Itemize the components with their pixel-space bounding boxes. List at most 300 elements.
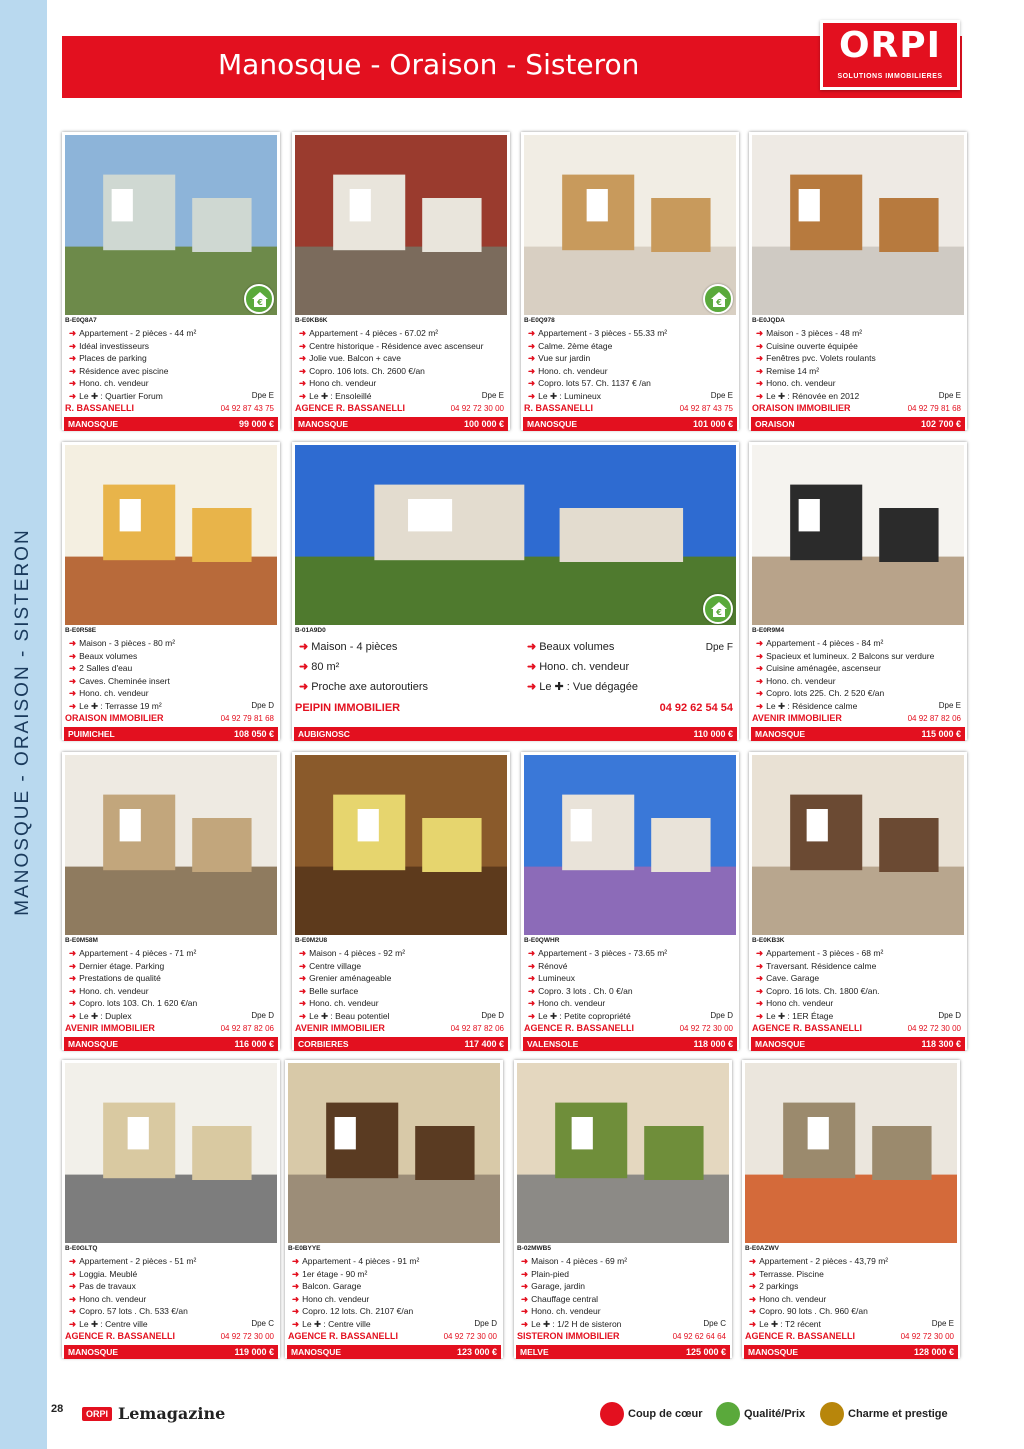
price-bar <box>751 727 965 741</box>
price-value: 108 050 € <box>233 729 274 739</box>
city-name: MANOSQUE <box>68 1347 119 1357</box>
agency-name: SISTERON IMMOBILIER <box>517 1331 620 1341</box>
feature-text: Hono. ch. vendeur <box>79 985 149 996</box>
arrow-icon: ➜ <box>521 1293 529 1304</box>
feature-line <box>756 676 836 687</box>
arrow-icon: ➜ <box>69 1281 77 1291</box>
agency-phone: 04 92 72 30 00 <box>450 404 504 413</box>
feature-text: Cuisine aménagée, ascenseur <box>766 663 881 673</box>
feature-line <box>749 1294 826 1305</box>
feature-line <box>528 366 608 377</box>
arrow-icon: ➜ <box>69 688 77 698</box>
feature-line <box>299 973 391 984</box>
property-photo <box>65 1063 277 1243</box>
feature-text: Maison - 4 pièces - 69 m² <box>531 1256 628 1266</box>
listing-ref: B-E0Q978 <box>524 317 555 324</box>
arrow-icon: ➜ <box>528 378 536 388</box>
agency-name: AVENIR IMMOBILIER <box>65 1023 155 1033</box>
feature-line <box>299 328 438 339</box>
feature-text: Maison - 4 pièces <box>311 641 398 653</box>
listing-card <box>514 1060 732 1358</box>
arrow-icon: ➜ <box>528 390 536 401</box>
feature-text: Pas de travaux <box>79 1281 136 1291</box>
feature-line <box>749 1256 888 1267</box>
feature-text: Hono. ch. vendeur <box>766 675 836 686</box>
feature-line <box>69 1319 148 1330</box>
feature-text: Appartement - 4 pièces - 67.02 m² <box>309 328 439 338</box>
listing-ref: B-E0R9M4 <box>752 627 785 634</box>
city-name: AUBIGNOSC <box>298 729 350 739</box>
arrow-icon: ➜ <box>749 1293 757 1304</box>
feature-line <box>528 1011 631 1022</box>
arrow-icon: ➜ <box>299 681 309 693</box>
agency-phone: 04 92 87 43 75 <box>679 404 733 413</box>
feature-line <box>69 676 170 687</box>
side-label: MANOSQUE - ORAISON - SISTERON <box>12 528 33 916</box>
arrow-icon: ➜ <box>299 985 307 996</box>
price-bar <box>294 1037 508 1051</box>
listing-card <box>521 752 739 1050</box>
listing-ref: B-E0M2U8 <box>295 937 328 944</box>
city-name: MANOSQUE <box>68 1039 119 1049</box>
property-photo <box>65 135 277 315</box>
feature-text: Traversant. Résidence calme <box>766 960 877 971</box>
agency-phone: 04 92 79 81 68 <box>907 404 961 413</box>
feature-line <box>69 353 147 364</box>
arrow-icon: ➜ <box>299 353 307 363</box>
feature-line <box>756 328 862 339</box>
feature-line <box>521 1306 601 1317</box>
arrow-icon: ➜ <box>69 985 77 996</box>
arrow-icon: ➜ <box>756 638 764 648</box>
agency-phone: 04 92 72 30 00 <box>679 1024 733 1033</box>
city-name: VALENSOLE <box>527 1039 579 1049</box>
dpe-rating: Dpe E <box>931 1319 954 1328</box>
price-value: 115 000 € <box>921 729 961 739</box>
feature-text: Le ✚ : Centre ville <box>302 1318 371 1329</box>
agency-phone: 04 92 87 43 75 <box>220 404 274 413</box>
feature-text: Hono. ch. vendeur <box>538 365 608 376</box>
arrow-icon: ➜ <box>528 1010 536 1021</box>
property-photo <box>65 445 277 625</box>
agency-name: ORAISON IMMOBILIER <box>752 403 851 413</box>
listing-ref: B-E0QWHR <box>524 937 560 944</box>
arrow-icon: ➜ <box>69 948 77 958</box>
feature-text: Chauffage central <box>531 1293 599 1304</box>
feature-line <box>69 341 149 352</box>
feature-text: Maison - 4 pièces - 92 m² <box>309 948 406 958</box>
feature-line <box>756 651 934 662</box>
arrow-icon: ➜ <box>756 378 764 388</box>
property-photo <box>517 1063 729 1243</box>
dpe-rating: Dpe D <box>474 1319 497 1328</box>
feature-line <box>528 948 667 959</box>
arrow-icon: ➜ <box>756 650 764 661</box>
feature-text: Hono. ch. vendeur <box>79 688 149 698</box>
feature-text: Le ✚ : Quartier Forum <box>79 390 163 401</box>
dpe-rating: Dpe D <box>251 1011 274 1020</box>
feature-text: Hono. ch. vendeur <box>539 661 630 673</box>
agency-name: AVENIR IMMOBILIER <box>295 1023 385 1033</box>
feature-text: Beaux volumes <box>539 641 615 653</box>
arrow-icon: ➜ <box>292 1306 300 1316</box>
feature-text: 1er étage - 90 m² <box>302 1268 368 1279</box>
heart-house-icon <box>600 1402 624 1426</box>
property-photo <box>288 1063 500 1243</box>
agency-phone: 04 92 72 30 00 <box>220 1332 274 1341</box>
qualite-prix-badge <box>244 284 274 314</box>
logo-word: ORPI <box>838 25 942 66</box>
feature-text: Hono ch. vendeur <box>302 1293 370 1304</box>
property-photo <box>752 755 964 935</box>
price-bar <box>294 727 737 741</box>
agency-phone: 04 92 72 30 00 <box>900 1332 954 1341</box>
agency-phone: 04 92 72 30 00 <box>443 1332 497 1341</box>
listing-ref: B-E0Q8A7 <box>65 317 97 324</box>
feature-line <box>756 973 819 984</box>
dpe-rating: Dpe E <box>938 391 961 400</box>
feature-text: Hono. ch. vendeur <box>309 998 379 1008</box>
legend-label: Charme et prestige <box>848 1408 948 1420</box>
feature-text: Proche axe autoroutiers <box>311 681 429 693</box>
feature-line <box>299 353 401 364</box>
feature-text: Appartement - 2 pièces - 51 m² <box>79 1256 197 1266</box>
feature-text: Terrasse. Piscine <box>759 1268 824 1279</box>
arrow-icon: ➜ <box>528 985 536 996</box>
feature-line <box>69 1256 196 1267</box>
crown-house-icon <box>820 1402 844 1426</box>
arrow-icon: ➜ <box>299 1010 307 1021</box>
arrow-icon: ➜ <box>69 638 77 648</box>
feature-line <box>69 663 132 674</box>
legend-charme-prestige <box>820 1402 960 1428</box>
feature-text: Hono ch. vendeur <box>309 378 377 388</box>
feature-text: Copro. 16 lots. Ch. 1800 €/an. <box>766 985 880 996</box>
arrow-icon: ➜ <box>528 340 536 351</box>
arrow-icon: ➜ <box>756 675 764 686</box>
city-name: MANOSQUE <box>755 1039 806 1049</box>
feature-text: Lumineux <box>538 973 575 983</box>
property-photo <box>65 755 277 935</box>
feature-text: Fenêtres pvc. Volets roulants <box>766 353 876 363</box>
arrow-icon: ➜ <box>521 1306 529 1316</box>
feature-line <box>749 1281 798 1292</box>
feature-text: Hono ch. vendeur <box>538 998 606 1008</box>
feature-line <box>69 948 196 959</box>
feature-text: Rénové <box>538 960 568 971</box>
feature-line <box>756 353 876 364</box>
arrow-icon: ➜ <box>521 1256 529 1266</box>
feature-line <box>749 1306 868 1317</box>
arrow-icon: ➜ <box>756 365 764 376</box>
arrow-icon: ➜ <box>527 641 537 653</box>
feature-text: Le ✚ : Rénovée en 2012 <box>766 390 860 401</box>
page-number: 28 <box>51 1403 64 1415</box>
feature-line <box>528 328 667 339</box>
feature-line <box>69 1011 132 1022</box>
arrow-icon: ➜ <box>299 328 307 338</box>
feature-line <box>69 998 197 1009</box>
listing-card <box>292 132 510 430</box>
feature-line <box>299 680 428 693</box>
arrow-icon: ➜ <box>528 973 536 983</box>
city-name: MANOSQUE <box>748 1347 799 1357</box>
feature-line <box>292 1281 361 1292</box>
qualite-prix-badge <box>703 594 733 624</box>
feature-text: 2 Salles d'eau <box>79 663 133 673</box>
feature-line <box>756 391 859 402</box>
price-value: 118 000 € <box>693 1039 733 1049</box>
arrow-icon: ➜ <box>756 1010 764 1021</box>
feature-line <box>69 1294 146 1305</box>
feature-line <box>69 1281 136 1292</box>
feature-text: Appartement - 3 pièces - 68 m² <box>766 948 884 958</box>
price-value: 99 000 € <box>238 419 274 429</box>
arrow-icon: ➜ <box>69 1318 77 1329</box>
feature-text: Appartement - 4 pièces - 71 m² <box>79 948 197 958</box>
arrow-icon: ➜ <box>69 998 77 1008</box>
magazine-name: Lemagazine <box>118 1404 226 1423</box>
feature-text: Copro. 12 lots. Ch. 2107 €/an <box>302 1306 414 1316</box>
price-value: 123 000 € <box>456 1347 497 1357</box>
feature-line <box>299 391 372 402</box>
dpe-rating: Dpe D <box>481 1011 504 1020</box>
listing-card <box>285 1060 503 1358</box>
arrow-icon: ➜ <box>527 681 537 693</box>
side-bar <box>0 0 47 1449</box>
dpe-rating: Dpe E <box>938 701 961 710</box>
house-euro-icon <box>251 291 269 309</box>
feature-text: Remise 14 m² <box>766 365 820 376</box>
price-bar <box>523 1037 737 1051</box>
agency-name: AGENCE R. BASSANELLI <box>295 403 406 413</box>
feature-line <box>521 1281 585 1292</box>
feature-text: 80 m² <box>311 661 340 673</box>
listing-ref: B-E0R58E <box>65 627 97 634</box>
agency-name: ORAISON IMMOBILIER <box>65 713 164 723</box>
agency-name: AGENCE R. BASSANELLI <box>752 1023 863 1033</box>
arrow-icon: ➜ <box>756 998 764 1008</box>
arrow-icon: ➜ <box>69 700 77 711</box>
qualite-prix-badge <box>703 284 733 314</box>
listing-card <box>749 752 967 1050</box>
feature-line <box>749 1269 824 1280</box>
arrow-icon: ➜ <box>756 353 764 363</box>
feature-text: Le ✚ : T2 récent <box>759 1318 821 1329</box>
property-photo <box>752 135 964 315</box>
feature-line <box>528 391 601 402</box>
feature-text: Le ✚ : Beau potentiel <box>309 1010 390 1021</box>
house-euro-icon <box>710 601 728 619</box>
listing-card <box>749 132 967 430</box>
listing-ref: B-02MWB5 <box>517 1245 551 1252</box>
arrow-icon: ➜ <box>521 1318 529 1329</box>
agency-name: AVENIR IMMOBILIER <box>752 713 842 723</box>
arrow-icon: ➜ <box>69 378 77 388</box>
arrow-icon: ➜ <box>69 973 77 983</box>
feature-text: Résidence avec piscine <box>79 365 169 376</box>
feature-text: Hono. ch. vendeur <box>79 378 149 388</box>
dpe-rating: Dpe E <box>251 391 274 400</box>
feature-line <box>69 961 164 972</box>
price-bar <box>751 1037 965 1051</box>
property-photo <box>524 135 736 315</box>
feature-text: Le ✚ : Duplex <box>79 1010 132 1021</box>
feature-text: Copro. lots 225. Ch. 2 520 €/an <box>766 688 885 698</box>
feature-line <box>292 1306 413 1317</box>
city-name: MANOSQUE <box>298 419 349 429</box>
agency-name: PEIPIN IMMOBILIER <box>295 702 401 714</box>
feature-line <box>756 986 880 997</box>
arrow-icon: ➜ <box>756 663 764 673</box>
arrow-icon: ➜ <box>756 960 764 971</box>
feature-text: Hono ch. vendeur <box>79 1293 147 1304</box>
city-name: MANOSQUE <box>755 729 806 739</box>
feature-line <box>69 378 149 389</box>
arrow-icon: ➜ <box>69 365 77 376</box>
listing-card <box>742 1060 960 1358</box>
feature-text: Belle surface <box>309 985 359 996</box>
feature-line <box>69 651 137 662</box>
listing-card <box>62 442 280 740</box>
feature-text: Hono ch. vendeur <box>759 1293 827 1304</box>
feature-text: Maison - 3 pièces - 48 m² <box>766 328 863 338</box>
listing-card <box>521 132 739 430</box>
property-photo <box>295 135 507 315</box>
feature-line <box>299 1011 390 1022</box>
dpe-rating: Dpe C <box>251 1319 274 1328</box>
feature-text: Vue sur jardin <box>538 353 591 363</box>
arrow-icon: ➜ <box>756 948 764 958</box>
dpe-rating: Dpe E <box>481 391 504 400</box>
feature-text: Grenier aménageable <box>309 973 392 983</box>
feature-text: Le ✚ : Ensoleillé <box>309 390 372 401</box>
feature-line <box>756 948 883 959</box>
agency-name: R. BASSANELLI <box>524 403 594 413</box>
feature-text: Jolie vue. Balcon + cave <box>309 353 402 363</box>
price-bar <box>64 1345 278 1359</box>
feature-line <box>756 998 833 1009</box>
price-bar <box>64 727 278 741</box>
price-value: 100 000 € <box>463 419 504 429</box>
feature-line <box>528 353 590 364</box>
feature-line <box>299 998 379 1009</box>
city-name: PUIMICHEL <box>68 729 115 739</box>
feature-text: Cuisine ouverte équipée <box>766 340 858 351</box>
agency-phone: 04 92 62 54 54 <box>659 702 733 714</box>
feature-line <box>527 640 614 653</box>
svg-text:€: € <box>716 608 722 617</box>
feature-text: Beaux volumes <box>79 650 138 661</box>
magazine-brand: ORPI <box>82 1407 112 1421</box>
legend-qualite-prix <box>716 1402 816 1428</box>
arrow-icon: ➜ <box>69 340 77 351</box>
feature-text: Hono ch. vendeur <box>766 998 834 1008</box>
arrow-icon: ➜ <box>69 1306 77 1316</box>
city-name: CORBIERES <box>298 1039 349 1049</box>
listing-ref: B-E0AZWV <box>745 1245 779 1252</box>
arrow-icon: ➜ <box>756 985 764 996</box>
price-value: 119 000 € <box>234 1347 274 1357</box>
arrow-icon: ➜ <box>299 340 307 351</box>
feature-line <box>69 391 163 402</box>
arrow-icon: ➜ <box>299 661 309 673</box>
feature-text: Hono. ch. vendeur <box>531 1306 601 1316</box>
arrow-icon: ➜ <box>69 353 77 363</box>
price-value: 116 000 € <box>234 1039 274 1049</box>
arrow-icon: ➜ <box>756 700 764 711</box>
listing-ref: B-E0BYYE <box>288 1245 321 1252</box>
feature-line <box>299 341 483 352</box>
arrow-icon: ➜ <box>292 1281 300 1291</box>
arrow-icon: ➜ <box>299 948 307 958</box>
feature-line <box>521 1269 569 1280</box>
legend-coup-de-coeur <box>600 1402 710 1428</box>
feature-line <box>299 366 425 377</box>
feature-line <box>756 378 836 389</box>
feature-line <box>69 701 162 712</box>
price-value: 117 400 € <box>464 1039 504 1049</box>
feature-text: Copro. 106 lots. Ch. 2600 €/an <box>309 365 425 376</box>
feature-line <box>69 1269 137 1280</box>
arrow-icon: ➜ <box>69 1268 77 1279</box>
arrow-icon: ➜ <box>292 1318 300 1329</box>
listing-ref: B-E0GLTQ <box>65 1245 98 1252</box>
feature-line <box>69 638 175 649</box>
arrow-icon: ➜ <box>69 675 77 686</box>
feature-line <box>527 680 638 693</box>
feature-text: Appartement - 4 pièces - 91 m² <box>302 1256 420 1266</box>
property-photo <box>295 445 736 625</box>
agency-phone: 04 92 72 30 00 <box>907 1024 961 1033</box>
arrow-icon: ➜ <box>69 328 77 338</box>
feature-text: Calme. 2ème étage <box>538 340 613 351</box>
feature-line <box>292 1269 367 1280</box>
arrow-icon: ➜ <box>299 973 307 983</box>
feature-text: Appartement - 4 pièces - 84 m² <box>766 638 884 648</box>
price-bar <box>516 1345 730 1359</box>
arrow-icon: ➜ <box>69 1256 77 1266</box>
arrow-icon: ➜ <box>527 661 537 673</box>
arrow-icon: ➜ <box>69 390 77 401</box>
arrow-icon: ➜ <box>521 1281 529 1291</box>
agency-name: AGENCE R. BASSANELLI <box>65 1331 176 1341</box>
arrow-icon: ➜ <box>69 960 77 971</box>
arrow-icon: ➜ <box>756 328 764 338</box>
feature-text: Centre historique - Résidence avec ascenseur <box>309 340 484 351</box>
feature-line <box>299 986 358 997</box>
feature-line <box>756 366 819 377</box>
arrow-icon: ➜ <box>756 973 764 983</box>
arrow-icon: ➜ <box>69 1010 77 1021</box>
agency-name: AGENCE R. BASSANELLI <box>524 1023 635 1033</box>
property-photo <box>752 445 964 625</box>
feature-text: Maison - 3 pièces - 80 m² <box>79 638 176 648</box>
dpe-rating: Dpe C <box>703 1319 726 1328</box>
feature-text: Le ✚ : Petite copropriété <box>538 1010 631 1021</box>
feature-text: Le ✚ : Terrasse 19 m² <box>79 700 162 711</box>
feature-line <box>756 341 858 352</box>
feature-line <box>756 638 883 649</box>
euro-house-icon <box>716 1402 740 1426</box>
arrow-icon: ➜ <box>299 390 307 401</box>
price-value: 110 000 € <box>693 729 733 739</box>
feature-text: Le ✚ : Lumineux <box>538 390 602 401</box>
feature-text: Prestations de qualité <box>79 973 161 983</box>
feature-text: Copro. 57 lots . Ch. 533 €/an <box>79 1306 188 1316</box>
listing-card <box>749 442 967 740</box>
feature-text: Plain-pied <box>531 1268 569 1279</box>
